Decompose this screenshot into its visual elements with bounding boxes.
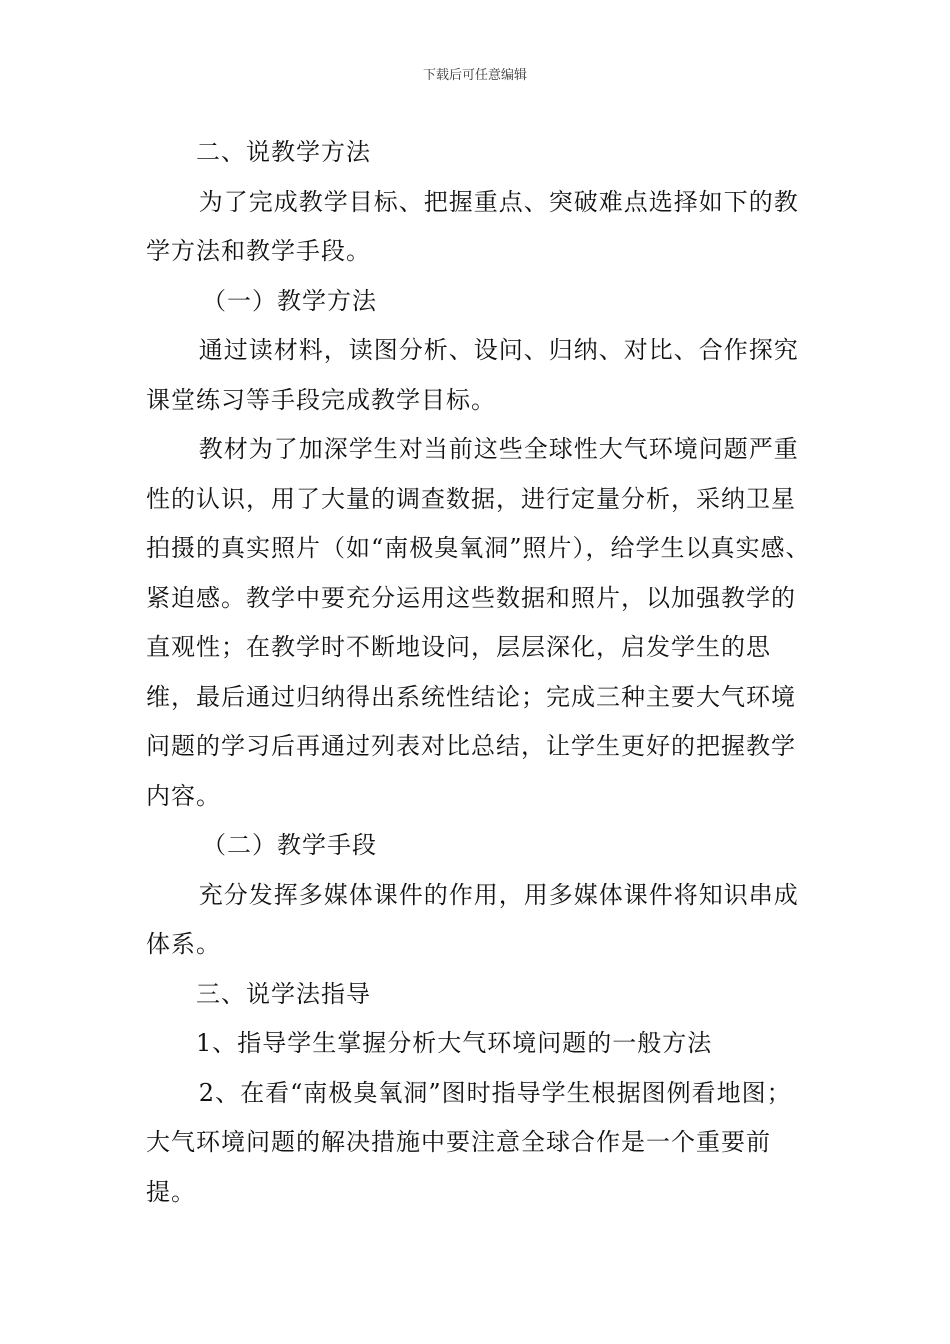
subsection-1-paragraph-1: 通过读材料，读图分析、设问、归纳、对比、合作探究课堂练习等手段完成教学目标。 [146, 336, 799, 414]
page-header-note: 下载后可任意编辑 [422, 68, 527, 83]
section-3-item-1: 1、指导学生掌握分析大气环境问题的一般方法 [196, 1029, 713, 1057]
document-body [146, 128, 816, 1217]
section-3-title: 三、说学法指导 [196, 979, 371, 1008]
section-2-title: 二、说教学方法 [196, 138, 371, 166]
subsection-2-title: （二）教学手段 [202, 831, 377, 859]
section-2-intro: 为了完成教学目标、把握重点、突破难点选择如下的教学方法和教学手段。 [146, 187, 799, 265]
section-3-item-2: 2、在看“南极臭氧洞”图时指导学生根据图例看地图；大气环境问题的解决措施中要注意全球合作是一个重要前提。 [146, 1078, 792, 1206]
subsection-1-title: （一）教学方法 [202, 286, 377, 315]
subsection-1-paragraph-2: 教材为了加深学生对当前这些全球性大气环境问题严重性的认识，用了大量的调查数据，进行定量分析，采纳卫星拍摄的真实照片（如“南极臭氧洞”照片），给学生以真实感、紧迫感。教学中要充分运用这些数据和照片，以加强教学的直观性；在教学时不断地设问，层层深化，启发学生的思维，最后通过归纳得出系统性结论；完成三种主要大气环境问题的学习后再通过列表对比总结，让学生更好的把握教学内容。 [146, 435, 811, 810]
subsection-2-paragraph: 充分发挥多媒体课件的作用，用多媒体课件将知识串成体系。 [146, 880, 799, 958]
